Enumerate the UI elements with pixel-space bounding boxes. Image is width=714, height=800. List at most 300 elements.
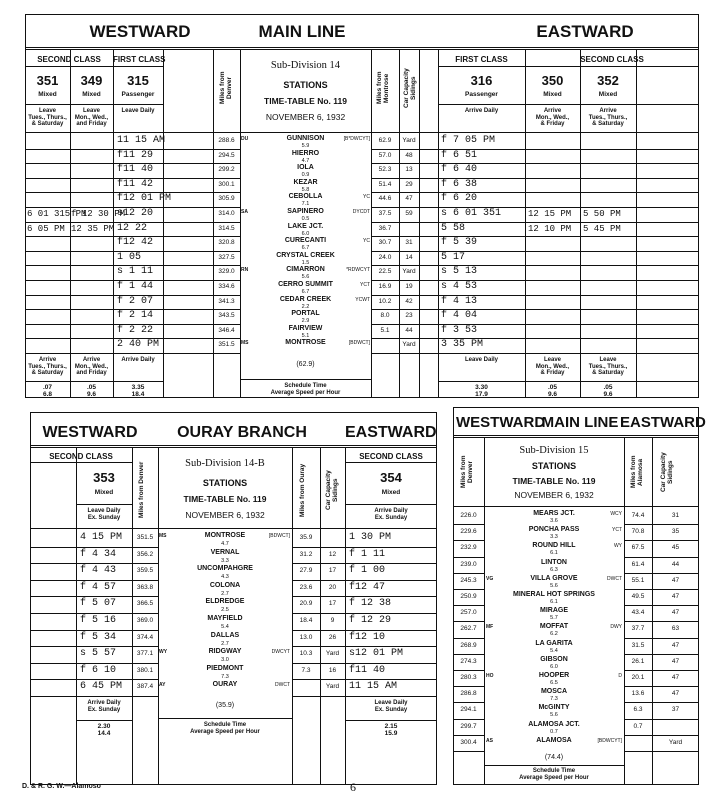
- time-315: f 2 22: [117, 324, 154, 336]
- time-315: 11 15 AM: [117, 135, 166, 146]
- train-number-351: 351: [36, 73, 59, 88]
- miles-from-denver: 377.1: [136, 650, 154, 658]
- station-name: MEARS JCT.: [533, 510, 575, 517]
- miles-from-denver: 351.5: [136, 534, 154, 541]
- row-rule: [371, 309, 699, 310]
- car-capacity: 59: [405, 210, 413, 217]
- second-class-east-heading: SECOND CLASS: [580, 55, 644, 64]
- row-rule: [371, 163, 699, 164]
- row-rule: [292, 547, 437, 548]
- miles-from-montrose: 62.9: [378, 137, 392, 144]
- second-class-heading: SECOND CLASS: [49, 452, 113, 461]
- schedule-350: .05 9.6: [547, 384, 558, 398]
- station-distance: 0.7: [550, 728, 558, 735]
- car-capacity: 47: [671, 657, 680, 665]
- row-rule: [438, 381, 699, 382]
- time-315: f 2 14: [117, 310, 154, 322]
- row-rule: [158, 718, 292, 719]
- column-rule: [163, 49, 164, 398]
- time-315: f 1 44: [117, 281, 154, 292]
- footer-arrive-349: Arrive Mon., Wed., and Friday: [74, 357, 109, 376]
- miles-from-denver: 232.9: [460, 544, 477, 552]
- row-rule: [453, 654, 484, 655]
- station-code: DYCDT: [352, 209, 370, 215]
- miles-from-ouray: 13.0: [299, 633, 313, 641]
- miles-from-denver: 356.2: [136, 550, 154, 558]
- station-code: [BDWCT]: [268, 533, 290, 539]
- train-type-353: Mixed: [94, 489, 114, 496]
- miles-from-denver: 366.5: [136, 600, 154, 608]
- station-distance: 6.5: [550, 680, 558, 686]
- page-number: 6: [350, 780, 356, 794]
- miles-from-ouray-header: Miles from Ouray: [299, 463, 306, 517]
- station-name: MONTROSE: [204, 532, 246, 539]
- miles-from-montrose: 57.0: [378, 151, 392, 159]
- row-rule: [624, 751, 699, 752]
- row-rule: [624, 557, 699, 558]
- car-capacity: 31: [405, 239, 413, 247]
- car-capacity: 45: [671, 544, 680, 552]
- time-315: f 2 07: [117, 295, 154, 307]
- miles-from-montrose: 22.5: [378, 268, 392, 276]
- row-rule: [30, 646, 158, 647]
- car-capacity: 14: [405, 253, 413, 261]
- station-code: YCT: [360, 282, 370, 288]
- station-code: DWCT: [607, 575, 622, 582]
- train-type-354: Mixed: [381, 489, 401, 496]
- time-316: f 6 51: [441, 149, 478, 161]
- car-capacity: 47: [671, 576, 680, 584]
- row-rule: [453, 686, 484, 687]
- time-350: 12 15 PM: [528, 209, 572, 219]
- miles-from-denver: 351.5: [218, 341, 235, 349]
- station-distance: 5.4: [221, 624, 229, 630]
- time-315: 1 05: [117, 251, 142, 263]
- telegraph-call: RN: [241, 267, 249, 274]
- timetable-heading: TIME-TABLE No. 119: [264, 96, 347, 106]
- column-rule: [525, 49, 526, 398]
- timetable-heading: TIME-TABLE No. 119: [512, 476, 596, 486]
- car-capacity: 13: [405, 166, 413, 174]
- row-rule: [240, 379, 371, 380]
- schedule-316: 3.30 17.9: [475, 384, 488, 398]
- station-distance: 3.6: [550, 518, 558, 524]
- miles-from-denver: 294.5: [218, 151, 235, 159]
- train-type-350: Mixed: [543, 91, 562, 98]
- time-353: f 5 07: [80, 598, 117, 610]
- miles-from-montrose: 16.9: [378, 283, 392, 290]
- station-distance: 5.9: [301, 143, 310, 149]
- station-code: WY: [613, 543, 622, 550]
- row-rule: [292, 646, 437, 647]
- time-352: 5 50 PM: [583, 209, 621, 219]
- station-distance: 5.6: [301, 274, 310, 281]
- car-capacity: 26: [328, 633, 337, 641]
- miles-from-denver: 363.8: [136, 583, 154, 591]
- station-name: DALLAS: [210, 631, 240, 639]
- miles-from-ouray: 27.9: [299, 567, 313, 575]
- telegraph-call: MS: [241, 340, 249, 347]
- station-distance: 6.0: [301, 230, 310, 237]
- miles-from-denver: 300.1: [218, 180, 235, 188]
- row-rule: [453, 719, 484, 720]
- miles-from-denver: 300.4: [460, 738, 477, 746]
- miles-from-denver-header: Miles from Denver: [460, 455, 474, 489]
- miles-from-denver: 305.9: [218, 195, 235, 203]
- row-rule: [371, 280, 699, 281]
- row-rule: [76, 504, 132, 505]
- schedule-353: 2.30 14.4: [97, 723, 111, 737]
- time-315: 12 22: [117, 222, 148, 234]
- station-code: DWCT: [275, 682, 290, 689]
- station-distance: 4.7: [221, 541, 229, 547]
- station-name: UNCOMPAHGRE: [197, 565, 253, 573]
- station-distance: 5.8: [301, 186, 310, 193]
- station-code: WCY: [610, 511, 622, 517]
- station-name: MOFFAT: [539, 623, 569, 631]
- telegraph-call: AY: [159, 682, 166, 689]
- schedule-351: .07 6.8: [42, 384, 53, 398]
- station-name: GUNNISON: [286, 135, 325, 142]
- station-distance: 2.7: [221, 640, 229, 647]
- car-capacity: 31: [671, 512, 680, 519]
- car-capacity: 17: [328, 600, 337, 608]
- station-name: FAIRVIEW: [288, 324, 323, 332]
- car-capacity: Yard: [402, 341, 416, 349]
- row-rule: [624, 654, 699, 655]
- timetable-heading: TIME-TABLE No. 119: [183, 494, 267, 504]
- row-rule: [438, 66, 699, 67]
- station-distance: 2.7: [221, 590, 229, 597]
- schedule-352: .05 9.6: [603, 384, 613, 398]
- station-distance: 2.5: [221, 607, 229, 614]
- time-353: f 4 34: [80, 548, 117, 560]
- miles-from-montrose: 5.1: [380, 326, 390, 334]
- row-rule: [371, 192, 699, 193]
- footer-leave-352: Leave Tues., Thurs., & Saturday: [588, 357, 628, 376]
- time-354: 1 30 PM: [349, 532, 392, 543]
- header-arrive-350: Arrive Mon., Wed., & Friday: [535, 108, 570, 127]
- station-name: OURAY: [212, 681, 238, 689]
- station-distance: 0.9: [301, 172, 310, 179]
- station-name: McGINTY: [538, 704, 570, 712]
- schedule-time-label: Schedule Time Average Speed per Hour: [519, 768, 589, 781]
- station-code: [B*DWCYT]: [343, 136, 370, 142]
- date-heading: NOVEMBER 6, 1932: [265, 112, 346, 122]
- car-capacity: Yard: [402, 268, 416, 276]
- time-315: f12 01 PM: [117, 193, 172, 205]
- miles-from-denver: 274.3: [460, 657, 477, 665]
- telegraph-call: VG: [486, 575, 494, 582]
- row-rule: [371, 265, 699, 266]
- telegraph-call: SA: [241, 209, 248, 215]
- station-name: CIMARRON: [286, 266, 325, 274]
- car-capacity: Yard: [325, 650, 340, 658]
- miles-from-alamosa: 55.1: [631, 576, 645, 584]
- station-name: HIERRO: [291, 149, 320, 157]
- main-line-title: MAIN LINE: [258, 22, 346, 41]
- station-name: MINERAL HOT SPRINGS: [513, 591, 595, 598]
- row-rule: [453, 506, 699, 507]
- row-rule: [30, 580, 158, 581]
- main-eastward-heading: EASTWARD: [536, 22, 634, 41]
- time-316: f 6 38: [441, 178, 478, 190]
- header-arrive-354: Arrive Daily Ex. Sunday: [374, 508, 408, 521]
- train-type-352: Mixed: [598, 91, 618, 98]
- column-rule: [320, 447, 321, 785]
- station-name: PIEDMONT: [206, 664, 244, 672]
- miles-from-alamosa: 26.1: [631, 657, 645, 665]
- miles-from-denver: 359.5: [136, 567, 154, 575]
- station-distance: 2.2: [301, 303, 310, 310]
- station-code: YC: [363, 194, 370, 201]
- station-distance: 5.1: [301, 332, 310, 339]
- main-westward-heading: WESTWARD: [89, 22, 191, 41]
- miles-from-ouray: 35.9: [299, 534, 313, 541]
- subdivision-heading: Sub-Division 14: [270, 60, 341, 71]
- row-rule: [25, 353, 240, 354]
- car-capacity: 23: [405, 312, 413, 320]
- miles-from-denver: 280.3: [460, 674, 477, 681]
- station-name: CURECANTI: [284, 237, 327, 245]
- station-code: YC: [363, 238, 370, 245]
- miles-from-denver: 327.5: [218, 253, 235, 261]
- time-315: s 1 11: [117, 266, 154, 278]
- miles-from-denver: 346.4: [218, 326, 235, 334]
- miles-from-alamosa: 43.4: [631, 609, 645, 617]
- station-name: ELDREDGE: [205, 598, 245, 606]
- time-354: f 1 00: [349, 565, 386, 577]
- car-capacity: 63: [671, 625, 680, 633]
- row-rule: [624, 524, 699, 525]
- time-351: 6 05 PM: [27, 223, 65, 234]
- car-capacity-header: Car Capacity Sidings: [325, 470, 339, 510]
- miles-from-denver: 380.1: [136, 666, 154, 674]
- car-capacity-header: Car Capacity Sidings: [660, 452, 674, 492]
- train-number-316: 316: [470, 73, 493, 88]
- miles-from-alamosa: 61.4: [631, 560, 645, 568]
- ouray-westward-heading: WESTWARD: [42, 424, 138, 441]
- train-number-352: 352: [597, 73, 619, 88]
- miles-from-montrose: 52.3: [378, 166, 392, 174]
- car-capacity: 29: [405, 180, 413, 188]
- time-315: f11 40: [117, 164, 154, 176]
- miles-from-alamosa: 70.8: [631, 528, 645, 536]
- car-capacity: 47: [671, 641, 680, 649]
- car-capacity: 20: [328, 583, 337, 591]
- header-leave-315: Leave Daily: [121, 108, 155, 114]
- station-name: MONTROSE: [285, 339, 326, 347]
- header-leave-349: Leave Mon., Wed., and Friday: [74, 108, 109, 127]
- row-rule: [624, 621, 699, 622]
- header-leave-351: Leave Tues., Thurs., & Saturday: [28, 108, 67, 127]
- station-code: YCWT: [355, 296, 370, 303]
- miles-from-ouray: 23.6: [299, 583, 313, 591]
- station-name: SAPINERO: [287, 208, 324, 215]
- miles-from-denver: 288.6: [218, 137, 235, 144]
- miles-from-denver: 229.6: [460, 528, 477, 536]
- train-type-316: Passenger: [465, 91, 498, 98]
- time-354: f 12 38: [349, 598, 392, 610]
- time-316: f 5 39: [441, 237, 478, 249]
- row-rule: [371, 236, 699, 237]
- train-type-349: Mixed: [82, 91, 101, 98]
- row-rule: [624, 589, 699, 590]
- station-name: VERNAL: [210, 548, 240, 556]
- car-capacity: Yard: [668, 738, 683, 746]
- miles-from-denver: 239.0: [460, 560, 477, 568]
- miles-from-alamosa: 13.6: [631, 690, 645, 698]
- miles-from-denver-header: Miles from Denver: [219, 71, 233, 105]
- row-rule: [371, 207, 699, 208]
- station-distance: 4.3: [221, 574, 229, 581]
- time-353: f 4 57: [80, 581, 117, 593]
- train-number-315: 315: [127, 73, 149, 88]
- column-rule: [132, 447, 133, 785]
- miles-from-denver: 320.8: [218, 239, 235, 247]
- time-315: f11 29: [117, 149, 154, 161]
- train-type-315: Passenger: [121, 91, 155, 98]
- car-capacity: 16: [328, 666, 337, 674]
- row-rule: [453, 751, 484, 752]
- total-miles: (74.4): [544, 754, 564, 761]
- row-rule: [292, 630, 437, 631]
- station-distance: 7.1: [301, 201, 310, 208]
- station-name: GIBSON: [540, 655, 568, 663]
- column-rule: [636, 49, 637, 398]
- station-name: LINTON: [541, 558, 567, 566]
- ouray-branch-title: OURAY BRANCH: [177, 424, 307, 441]
- row-rule: [345, 504, 437, 505]
- miles-from-ouray: 20.9: [299, 600, 313, 608]
- time-315: f11 42: [117, 178, 154, 190]
- station-name: MAYFIELD: [207, 615, 243, 622]
- subdivision-heading: Sub-Division 14-B: [185, 458, 265, 469]
- station-name: CRYSTAL CREEK: [276, 251, 335, 259]
- row-rule: [25, 66, 163, 67]
- time-353: f 4 43: [80, 565, 117, 577]
- row-rule: [292, 696, 437, 697]
- row-rule: [30, 462, 132, 463]
- row-rule: [484, 765, 624, 766]
- miles-from-montrose: 44.6: [378, 195, 392, 203]
- time-316: s 4 53: [441, 281, 478, 292]
- miles-from-denver: 294.1: [460, 706, 477, 714]
- footer-arrive-315: Arrive Daily: [121, 357, 155, 363]
- car-capacity: 35: [671, 528, 680, 536]
- miles-from-denver: 314.5: [218, 224, 235, 232]
- car-capacity: Yard: [325, 683, 340, 691]
- station-distance: 5.6: [550, 712, 558, 719]
- schedule-time-label: Schedule Time Average Speed per Hour: [270, 383, 341, 396]
- miles-from-montrose: 10.2: [378, 297, 392, 305]
- station-distance: 0.5: [301, 216, 310, 222]
- station-distance: 1.5: [301, 259, 310, 266]
- row-rule: [30, 547, 158, 548]
- row-rule: [371, 353, 699, 354]
- miles-from-denver: 262.7: [460, 625, 477, 633]
- time-316: f 4 13: [441, 295, 478, 307]
- column-rule: [419, 49, 420, 398]
- miles-from-denver: 343.5: [218, 312, 235, 320]
- station-name: RIDGWAY: [208, 648, 242, 656]
- station-code: DWCYT: [271, 649, 290, 656]
- time-354: 11 15 AM: [349, 681, 398, 693]
- header-arrive-316: Arrive Daily: [464, 108, 499, 114]
- station-distance: 5.4: [550, 647, 558, 654]
- first-class-heading: FIRST CLASS: [113, 55, 166, 64]
- telegraph-call: HO: [486, 673, 494, 679]
- row-rule: [292, 613, 437, 614]
- row-rule: [624, 573, 699, 574]
- time-315: 2 40 PM: [117, 339, 160, 351]
- time-316: f 6 20: [441, 193, 478, 205]
- miles-from-alamosa: 67.5: [631, 544, 645, 552]
- stations-heading: STATIONS: [202, 478, 248, 488]
- station-name: PONCHA PASS: [528, 526, 580, 534]
- miles-from-denver: 369.0: [136, 617, 154, 624]
- miles-from-denver: 245.3: [460, 576, 477, 584]
- column-rule: [292, 447, 293, 785]
- row-rule: [25, 132, 699, 133]
- time-353: f 6 10: [80, 664, 117, 676]
- station-distance: 6.0: [550, 663, 558, 670]
- miles-from-denver: 329.0: [218, 268, 235, 276]
- row-rule: [30, 630, 158, 631]
- train-number-353: 353: [93, 470, 115, 485]
- station-name: CEBOLLA: [288, 193, 323, 201]
- telegraph-call: MS: [159, 533, 167, 539]
- station-distance: 6.7: [301, 245, 310, 252]
- car-capacity: 17: [328, 567, 337, 575]
- time-316: 5 17: [441, 251, 466, 263]
- station-distance: 7.3: [550, 696, 558, 703]
- row-rule: [453, 670, 484, 671]
- station-distance: 6.7: [301, 289, 310, 295]
- miles-from-montrose: 37.5: [378, 210, 392, 217]
- stations-heading: STATIONS: [283, 80, 328, 90]
- time-349: f 12 30 PM: [71, 209, 126, 219]
- time-316: 3 35 PM: [441, 339, 484, 351]
- row-rule: [371, 251, 699, 252]
- time-354: f12 47: [349, 581, 386, 593]
- station-name: CERRO SUMMIT: [278, 281, 333, 288]
- row-rule: [30, 663, 158, 664]
- footer-arrive-353: Arrive Daily Ex. Sunday: [87, 700, 121, 713]
- schedule-time-label: Schedule Time Average Speed per Hour: [190, 722, 260, 735]
- row-rule: [453, 702, 484, 703]
- car-capacity: 47: [671, 593, 680, 600]
- time-353: 6 45 PM: [80, 681, 123, 693]
- miles-from-alamosa: 6.3: [633, 706, 643, 714]
- time-353: 4 15 PM: [80, 532, 123, 543]
- car-capacity: Yard: [402, 137, 416, 144]
- row-rule: [438, 104, 699, 105]
- time-351: 6 01 315 PM: [27, 209, 87, 219]
- car-capacity: 19: [405, 283, 413, 290]
- station-name: LA GARITA: [535, 639, 573, 647]
- row-rule: [345, 462, 437, 463]
- date-heading: NOVEMBER 6, 1932: [514, 490, 594, 500]
- row-rule: [292, 580, 437, 581]
- car-capacity: 44: [405, 326, 413, 334]
- time-316: 5 58: [441, 222, 466, 234]
- telegraph-call: DU: [241, 136, 249, 142]
- miles-from-alamosa: 49.5: [631, 593, 645, 600]
- car-capacity: 47: [671, 674, 680, 681]
- miles-from-denver: 334.6: [218, 283, 235, 290]
- time-316: f 7 05 PM: [441, 135, 496, 146]
